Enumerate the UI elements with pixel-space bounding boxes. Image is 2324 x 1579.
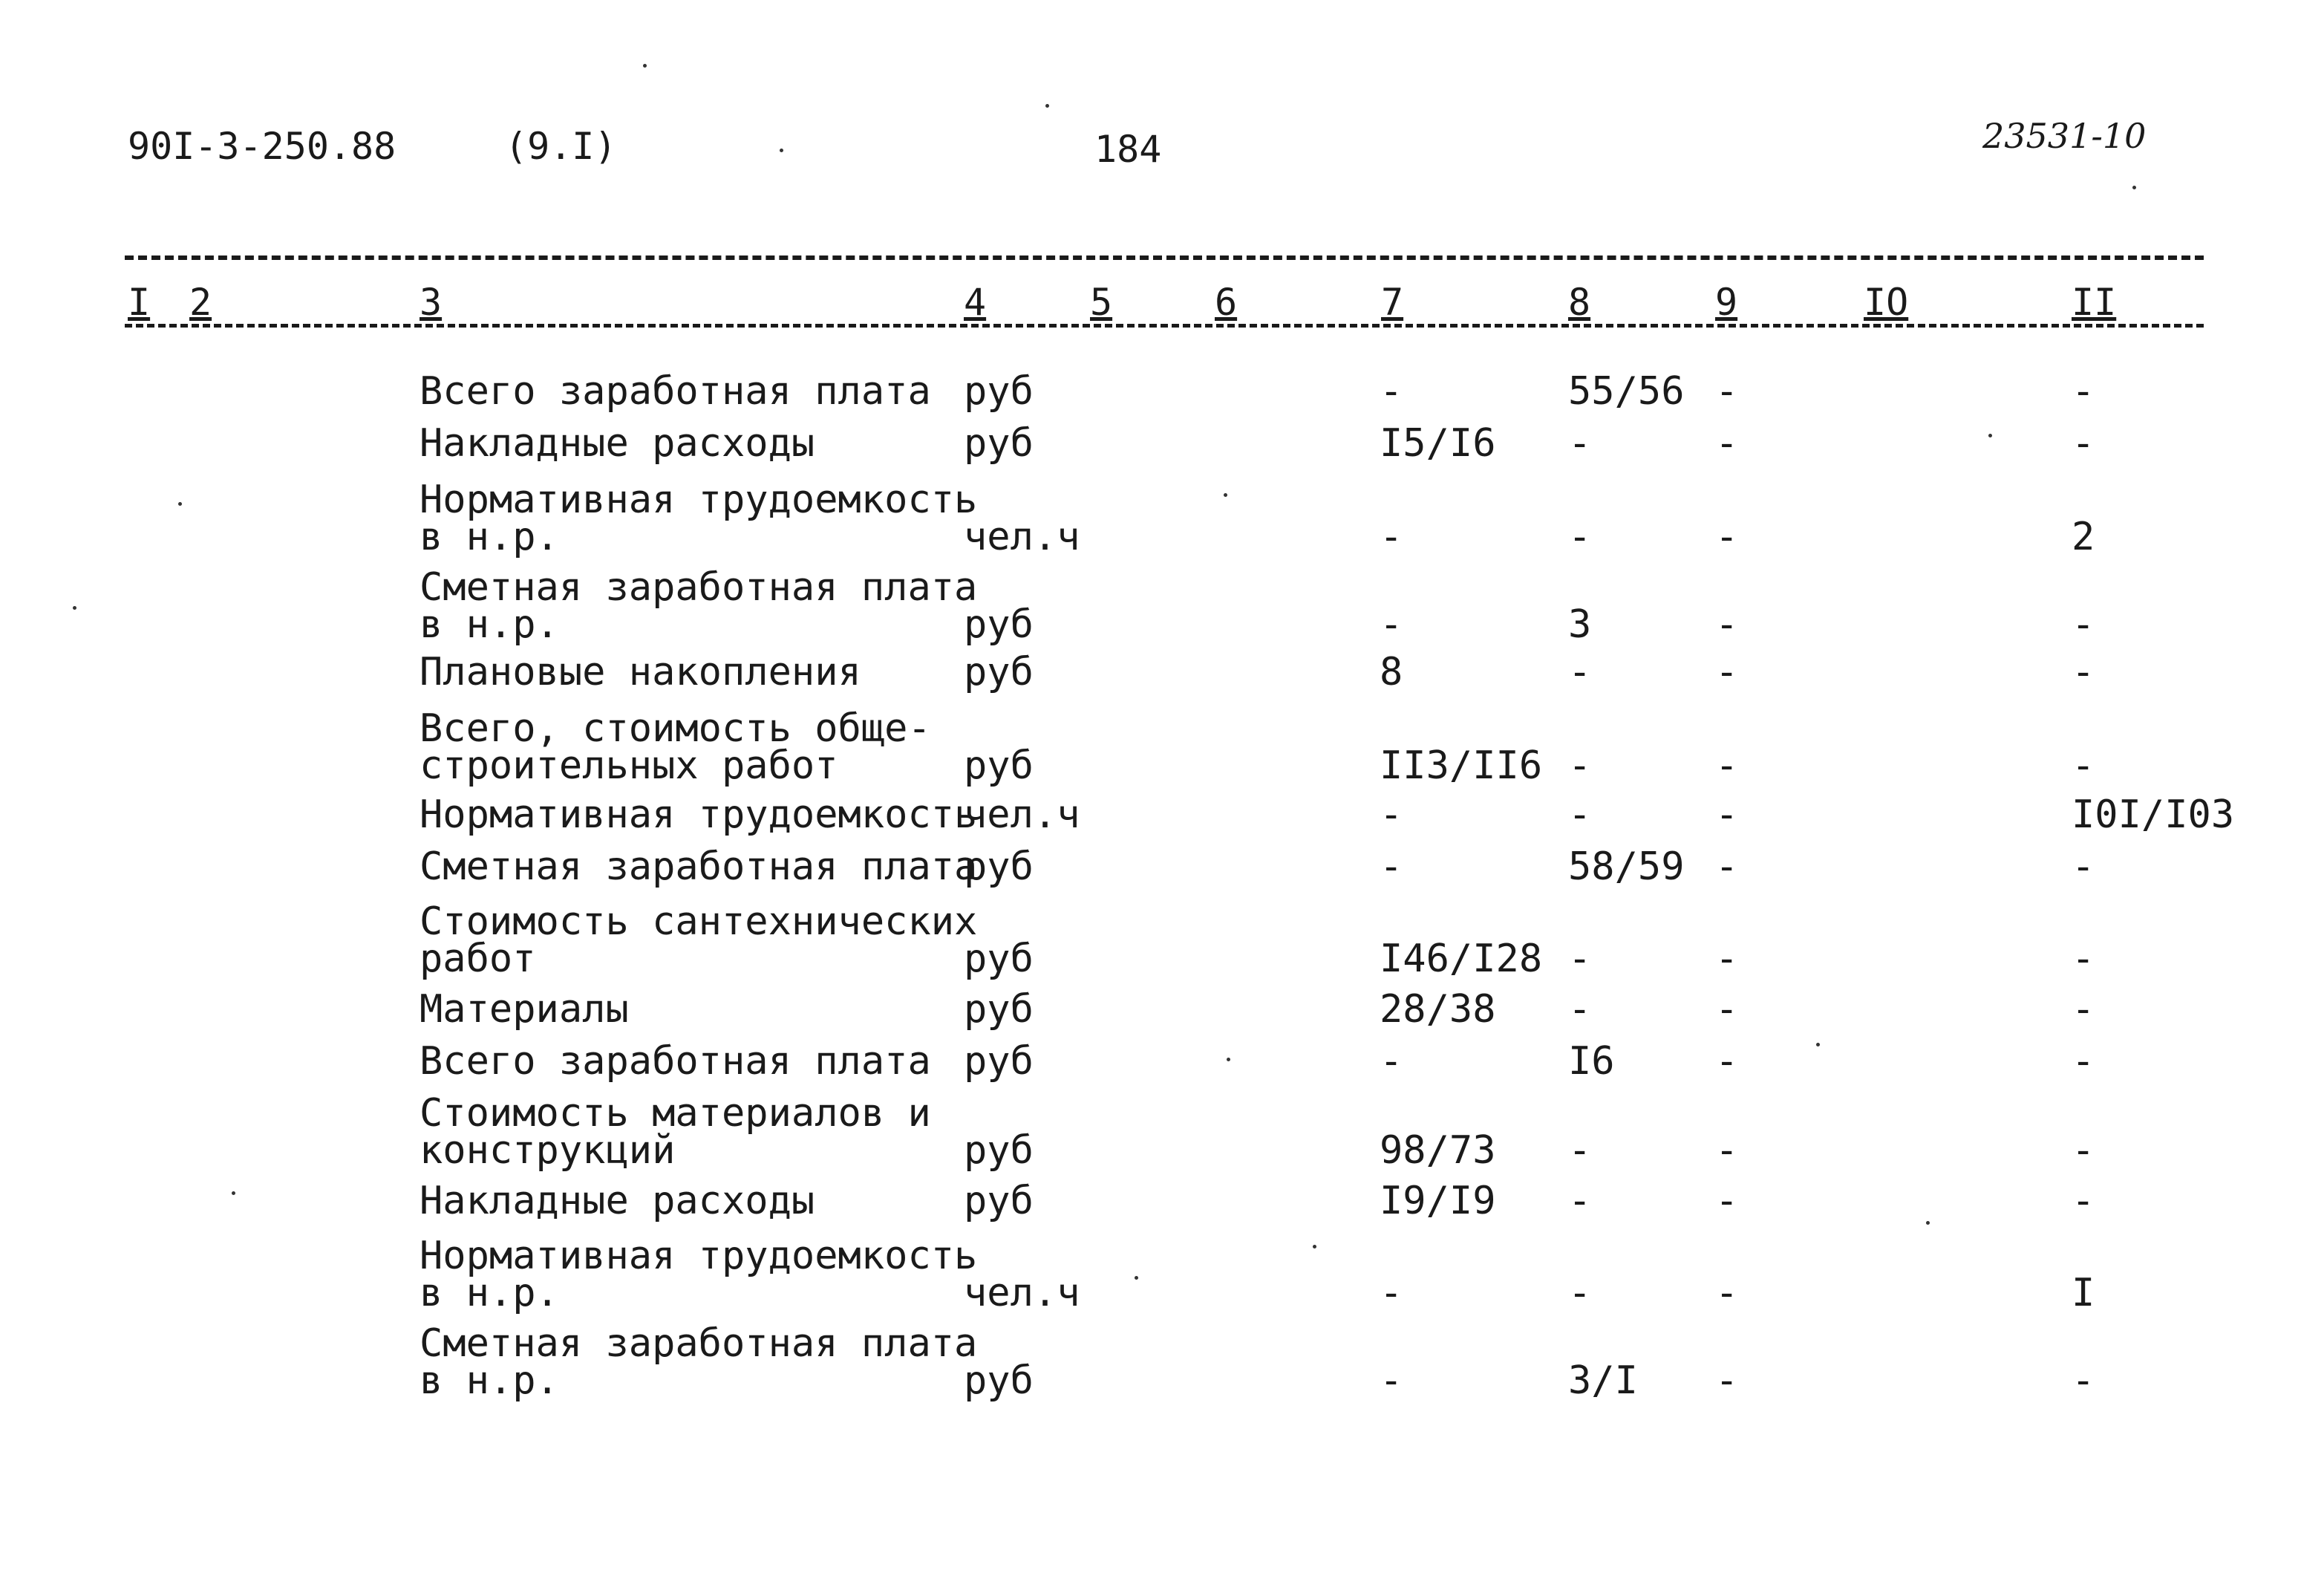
cell-col7: 8 [1380,650,1403,694]
scan-speck [1816,1043,1820,1046]
cell-col11: - [2072,743,2095,788]
cell-col9: - [1715,515,1739,559]
row-unit: руб [964,743,1034,788]
cell-col11: - [2072,1358,2095,1403]
cell-col8: 58/59 [1568,844,1685,889]
cell-col9: - [1715,1271,1739,1315]
cell-col8: - [1568,987,1592,1032]
cell-col8: - [1568,1128,1592,1173]
row-description: работ [420,937,536,981]
scan-speck [1313,1245,1316,1248]
row-description: Накладные расходы [420,421,815,466]
cell-col7: I46/I28 [1380,937,1543,981]
cell-col7: - [1380,792,1403,837]
section-number: (9.I) [505,125,617,168]
cell-col11: I0I/I03 [2072,792,2235,837]
cell-col11: - [2072,1039,2095,1084]
cell-col7: II3/II6 [1380,743,1543,788]
row-unit: чел.ч [964,515,1080,559]
row-description: Всего заработная плата [420,1039,931,1084]
cell-col11: - [2072,650,2095,694]
document-code: 90I-3-250.88 [128,125,396,168]
cell-col7: - [1380,515,1403,559]
cell-col11: - [2072,369,2095,414]
cell-col7: - [1380,844,1403,889]
cell-col11: - [2072,844,2095,889]
row-description: в н.р. [420,1271,559,1315]
cell-col9: - [1715,369,1739,414]
cell-col11: - [2072,421,2095,466]
row-unit: руб [964,421,1034,466]
cell-col8: 3 [1568,602,1592,647]
column-number: 6 [1215,281,1238,324]
scan-speck [780,149,783,152]
scan-speck [178,502,182,506]
cell-col8: - [1568,1271,1592,1315]
column-header-underline [125,324,2204,328]
cell-col8: I6 [1568,1039,1615,1084]
row-description: Материалы [420,987,629,1032]
cell-col11: - [2072,987,2095,1032]
column-number: 9 [1715,281,1738,324]
row-description: Плановые накопления [420,650,861,694]
cell-col7: - [1380,602,1403,647]
row-unit: руб [964,937,1034,981]
scan-speck [1227,1058,1230,1061]
cell-col9: - [1715,1128,1739,1173]
cell-col7: I9/I9 [1380,1179,1496,1223]
row-description: Всего заработная плата [420,369,931,414]
cell-col7: - [1380,1358,1403,1403]
scan-speck [232,1191,235,1195]
cell-col11: - [2072,602,2095,647]
cell-col9: - [1715,1358,1739,1403]
cell-col7: - [1380,1271,1403,1315]
cell-col8: - [1568,937,1592,981]
cell-col11: 2 [2072,515,2095,559]
column-number: 8 [1568,281,1591,324]
column-number: 5 [1090,281,1113,324]
scan-speck [73,606,76,610]
column-number: IO [1864,281,1909,324]
cell-col8: - [1568,743,1592,788]
row-unit: чел.ч [964,792,1080,837]
cell-col9: - [1715,602,1739,647]
cell-col8: - [1568,515,1592,559]
row-unit: руб [964,602,1034,647]
row-unit: руб [964,1128,1034,1173]
scan-speck [643,64,647,68]
scan-speck [1135,1276,1138,1280]
scan-speck [1988,434,1992,437]
row-description: Нормативная трудоемкость [420,1234,978,1278]
row-unit: руб [964,987,1034,1032]
column-number: 7 [1381,281,1404,324]
cell-col8: - [1568,792,1592,837]
row-description: Нормативная трудоемкость [420,792,978,837]
column-number: 3 [420,281,443,324]
row-description: в н.р. [420,515,559,559]
row-description: в н.р. [420,1358,559,1403]
cell-col7: - [1380,1039,1403,1084]
row-description: Всего, стоимость обще- [420,706,931,751]
cell-col9: - [1715,844,1739,889]
row-unit: руб [964,1358,1034,1403]
row-description: в н.р. [420,602,559,647]
cell-col9: - [1715,650,1739,694]
row-unit: руб [964,844,1034,889]
cell-col7: 98/73 [1380,1128,1496,1173]
cell-col8: - [1568,421,1592,466]
cell-col11: - [2072,1128,2095,1173]
row-unit: руб [964,369,1034,414]
cell-col8: - [1568,650,1592,694]
row-unit: руб [964,1179,1034,1223]
row-description: строительных работ [420,743,838,788]
row-unit: руб [964,650,1034,694]
row-description: Стоимость материалов и [420,1091,931,1136]
row-description: Сметная заработная плата [420,565,978,610]
scan-speck [2132,186,2136,189]
page-number: 184 [1094,128,1162,171]
row-description: Сметная заработная плата [420,1321,978,1366]
cell-col7: - [1380,369,1403,414]
cell-col9: - [1715,421,1739,466]
cell-col8: - [1568,1179,1592,1223]
cell-col11: - [2072,937,2095,981]
cell-col9: - [1715,1179,1739,1223]
handwritten-stamp: 23531-10 [1982,116,2147,156]
cell-col9: - [1715,987,1739,1032]
scan-speck [1224,493,1227,497]
cell-col9: - [1715,743,1739,788]
row-unit: руб [964,1039,1034,1084]
cell-col11: I [2072,1271,2095,1315]
cell-col9: - [1715,1039,1739,1084]
scan-speck [1926,1221,1930,1225]
row-unit: чел.ч [964,1271,1080,1315]
row-description: Сметная заработная плата [420,844,978,889]
column-number: I [128,281,151,324]
row-description: Стоимость сантехнических [420,899,978,944]
cell-col11: - [2072,1179,2095,1223]
cell-col8: 3/I [1568,1358,1638,1403]
cell-col8: 55/56 [1568,369,1685,414]
row-description: Накладные расходы [420,1179,815,1223]
column-number: 2 [189,281,212,324]
column-number: II [2072,281,2117,324]
column-number: 4 [964,281,987,324]
dashed-rule [125,255,2204,260]
row-description: конструкций [420,1128,676,1173]
cell-col9: - [1715,937,1739,981]
cell-col7: I5/I6 [1380,421,1496,466]
row-description: Нормативная трудоемкость [420,478,978,522]
cell-col7: 28/38 [1380,987,1496,1032]
cell-col9: - [1715,792,1739,837]
scan-speck [1045,104,1049,108]
